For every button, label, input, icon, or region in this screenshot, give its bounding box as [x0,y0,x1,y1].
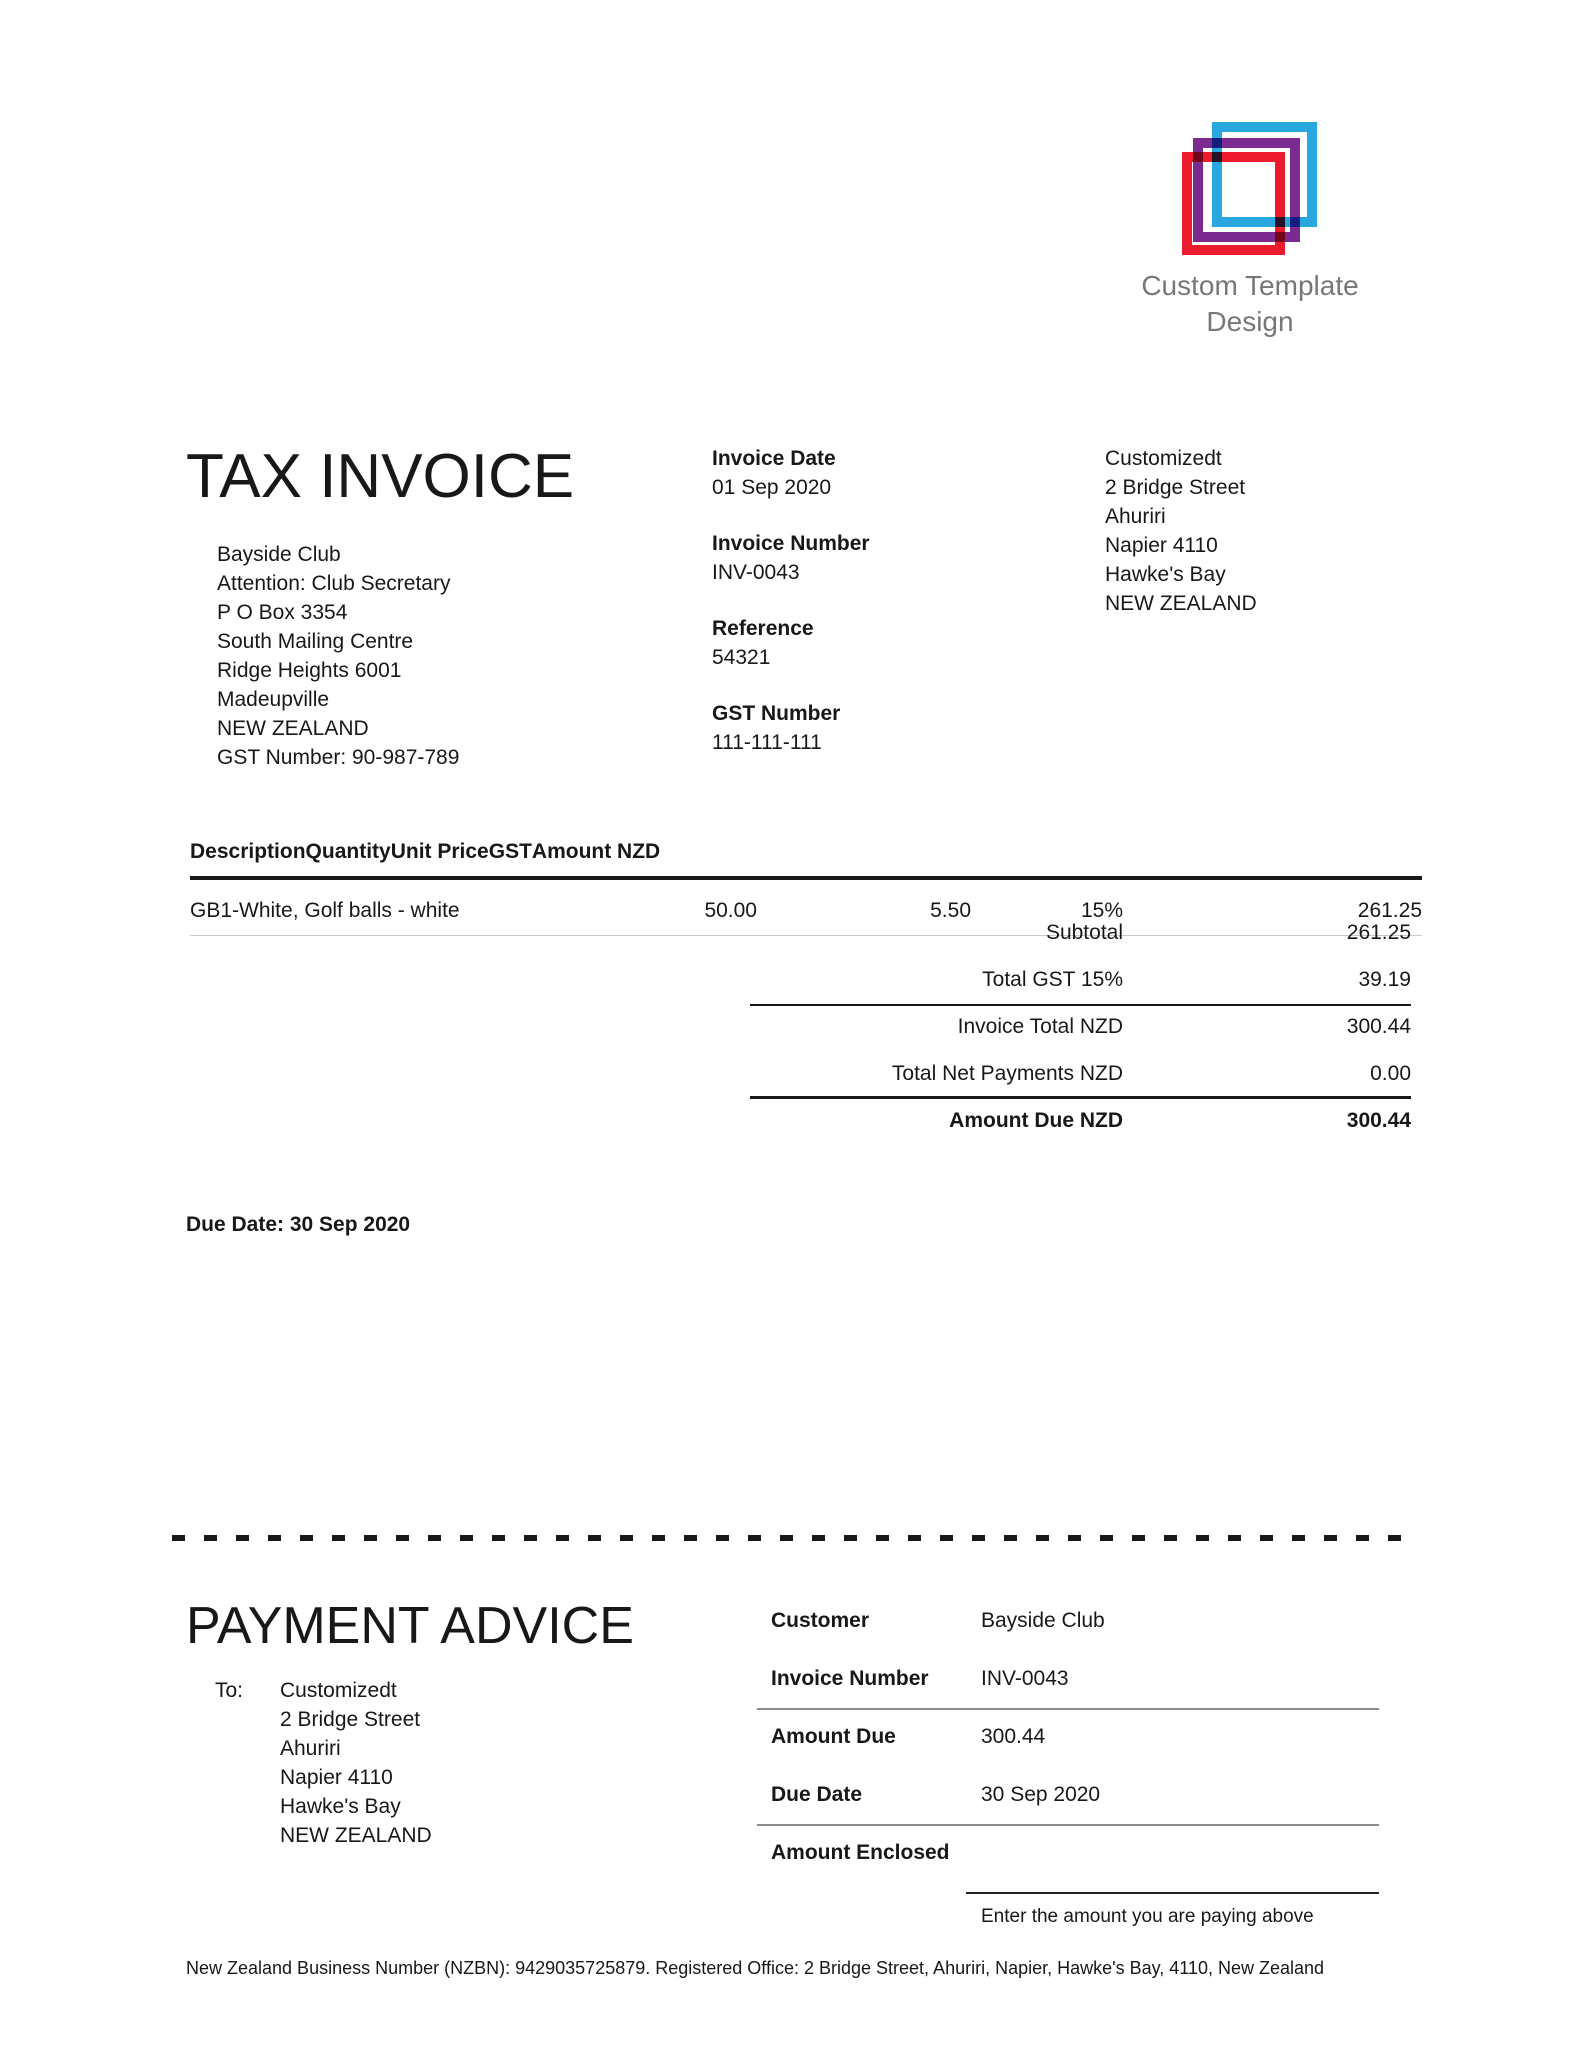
payment-advice-rule-upper [757,1708,1379,1710]
item-unit-price: 5.50 [930,899,971,922]
items-column-header: Description [190,840,306,863]
totals-label: Total Net Payments NZD [891,1062,1123,1085]
invoice-meta-value: 54321 [712,646,771,669]
invoice-meta-label: Invoice Date [712,447,836,470]
logo-brand-line1: Custom Template [1141,270,1359,301]
payment-advice-field-label: Invoice Number [771,1667,929,1690]
totals-row [600,1012,1411,1059]
tear-off-dashed-separator [172,1535,1408,1541]
totals-row [600,1106,1411,1153]
payment-advice-address-line: Ahuriri [280,1737,341,1760]
invoice-meta [712,444,870,784]
payment-advice-field-value: INV-0043 [981,1667,1069,1690]
item-description: GB1-White, Golf balls - white [190,899,460,922]
bill-to-address-line: South Mailing Centre [217,630,414,653]
logo-brand-line2: Design [1206,306,1294,337]
item-quantity: 50.00 [704,899,757,922]
totals-value: 300.44 [1346,1015,1411,1038]
bill-to-address-line: P O Box 3354 [217,601,348,624]
payment-advice-row [757,1838,1379,1896]
bill-to-address-line: Ridge Heights 6001 [217,659,402,682]
payment-advice-row [757,1780,1379,1838]
document-title: TAX INVOICE [186,442,575,511]
payment-advice-address-line: Napier 4110 [280,1766,393,1789]
seller-address-line: Customizedt [1105,447,1222,470]
item-amount: 261.25 [1357,899,1422,922]
items-column-header: Unit Price [390,840,489,863]
invoice-meta-label: GST Number [712,702,841,725]
bill-to-address [217,540,459,772]
logo-brand-text [1060,268,1440,340]
seller-address-line: Napier 4110 [1105,534,1218,557]
seller-address-line: 2 Bridge Street [1105,476,1246,499]
invoice-meta-label: Invoice Number [712,532,870,555]
items-table-header [190,837,1422,866]
items-column-header: Amount NZD [531,840,661,863]
items-column-header: GST [488,840,532,863]
invoice-meta-value: 111-111-111 [712,731,822,754]
totals-label: Subtotal [1045,921,1123,944]
totals-row [600,918,1411,965]
bill-to-address-line: GST Number: 90-987-789 [217,746,460,769]
totals-value: 300.44 [1346,1109,1411,1132]
payment-advice-field-label: Customer [771,1609,870,1632]
payment-advice-fields [757,1606,1379,1896]
payment-advice-row [757,1606,1379,1664]
payment-advice-to-label: To: [215,1679,244,1702]
registered-office-footer: New Zealand Business Number (NZBN): 9429035725879. Registered Office: 2 Bridge Street, Ahuriri, Napier, Hawke's Bay, 4110, New Zealand [186,1958,1325,1978]
amount-enclosed-write-line [966,1892,1379,1894]
invoice-meta-group [712,444,870,502]
seller-address [1105,444,1257,618]
payment-advice-field-label: Amount Due [771,1725,896,1748]
invoice-meta-label: Reference [712,617,814,640]
payment-advice-to-address [280,1676,432,1850]
payment-advice-address-line: NEW ZEALAND [280,1824,432,1847]
bill-to-address-line: Bayside Club [217,543,341,566]
invoice-meta-group [712,529,870,587]
payment-advice-row [757,1722,1379,1780]
payment-advice-address-line: Customizedt [280,1679,397,1702]
totals-section [600,918,1411,1153]
totals-rule-lower [750,1096,1411,1099]
payment-advice-field-value: 300.44 [981,1725,1046,1748]
payment-advice-field-label: Amount Enclosed [771,1841,950,1864]
amount-enclosed-hint: Enter the amount you are paying above [981,1906,1314,1927]
bill-to-address-line: NEW ZEALAND [217,717,369,740]
logo-square-blue-icon [1212,122,1317,227]
totals-value: 39.19 [1358,968,1411,991]
bill-to-address-line: Madeupville [217,688,330,711]
items-column-header: Quantity [305,840,391,863]
payment-advice-field-value [981,1838,1379,1896]
totals-rule-upper [750,1004,1411,1006]
item-gst: 15% [1080,899,1123,922]
seller-address-line: Ahuriri [1105,505,1166,528]
totals-value: 261.25 [1346,921,1411,944]
payment-advice-address-line: 2 Bridge Street [280,1708,421,1731]
due-date-line: Due Date: 30 Sep 2020 [186,1213,411,1236]
seller-address-line: Hawke's Bay [1105,563,1226,586]
totals-label: Amount Due NZD [949,1109,1123,1132]
totals-value: 0.00 [1370,1062,1411,1085]
payment-advice-field-label: Due Date [771,1783,863,1806]
bill-to-address-line: Attention: Club Secretary [217,572,451,595]
invoice-meta-group [712,614,870,672]
payment-advice-field-value: Bayside Club [981,1609,1105,1632]
invoice-meta-group [712,699,870,757]
payment-advice-field-value: 30 Sep 2020 [981,1783,1101,1806]
invoice-meta-value: INV-0043 [712,561,800,584]
payment-advice-row [757,1664,1379,1722]
seller-address-line: NEW ZEALAND [1105,592,1257,615]
payment-advice-address-line: Hawke's Bay [280,1795,401,1818]
totals-label: Total GST 15% [982,968,1123,991]
invoice-meta-value: 01 Sep 2020 [712,476,832,499]
items-header-rule [190,876,1422,880]
totals-label: Invoice Total NZD [957,1015,1123,1038]
payment-advice-title: PAYMENT ADVICE [186,1597,634,1655]
payment-advice-rule-lower [757,1824,1379,1826]
